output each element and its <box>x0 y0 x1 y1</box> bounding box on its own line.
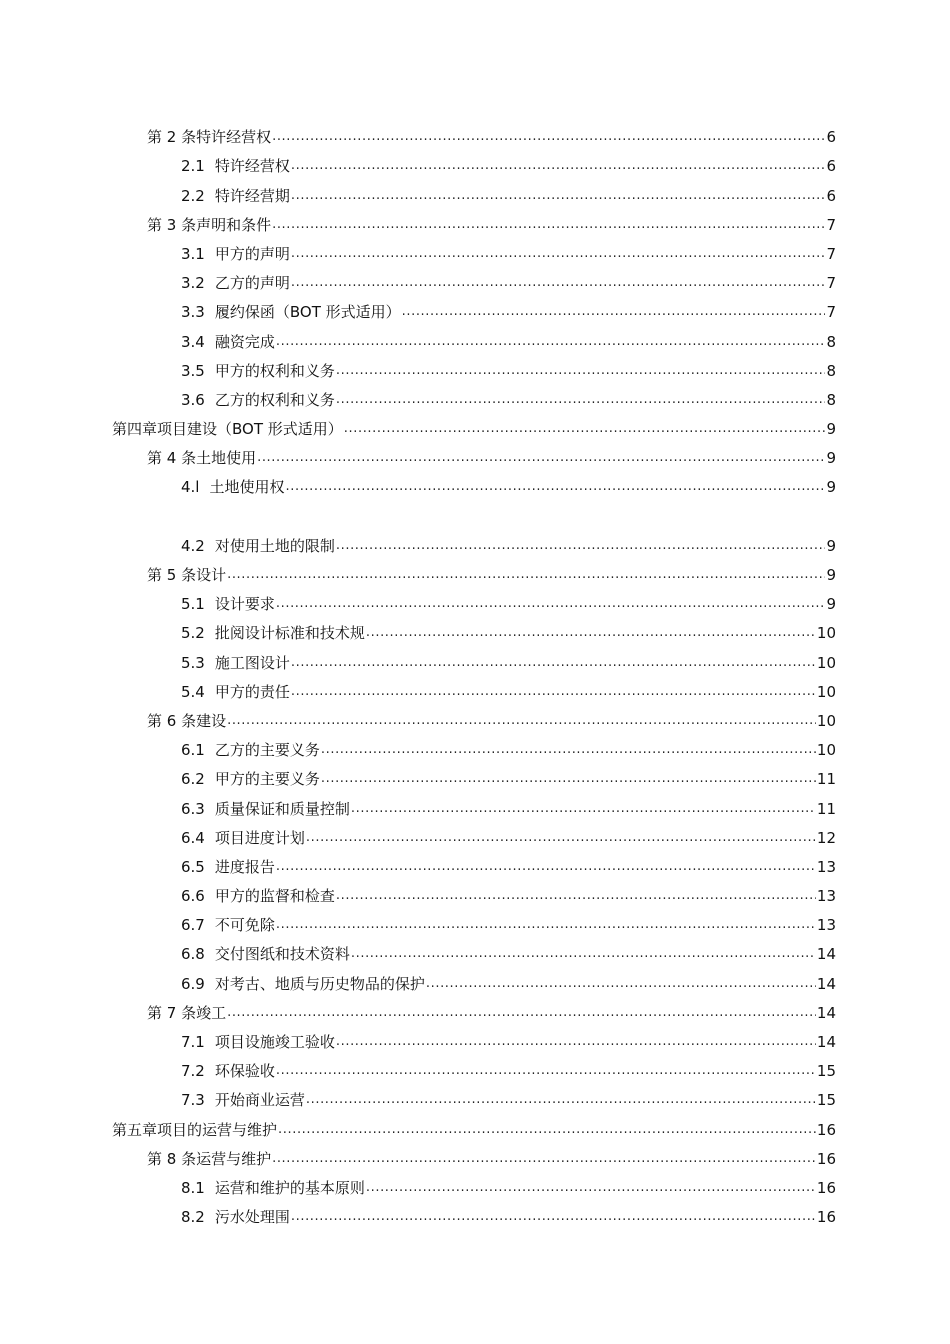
toc-entry-number: 3.4 <box>181 332 205 351</box>
toc-entry[interactable] <box>0 467 950 496</box>
toc-entry-number: 6.3 <box>181 799 205 818</box>
toc-entry-title: 融资完成 <box>214 332 275 351</box>
toc-entry[interactable] <box>0 759 950 788</box>
toc-entry-title: 项目设施竣工验收 <box>214 1033 335 1051</box>
toc-entry[interactable] <box>0 1139 950 1168</box>
toc-entry-number: 3.2 <box>181 274 205 293</box>
toc-entry-title: 乙方的声明 <box>214 274 290 293</box>
toc-dot-leader <box>366 1179 816 1197</box>
toc-entry-title: 甲方的权利和义务 <box>214 361 335 380</box>
toc-entry[interactable] <box>0 117 950 146</box>
toc-entry-page-number: 10 <box>816 653 836 672</box>
toc-entry-title: 第五章项目的运营与维护 <box>112 1120 278 1139</box>
toc-entry[interactable] <box>0 526 950 555</box>
toc-entry[interactable] <box>0 351 950 380</box>
toc-entry-page-number: 14 <box>816 1003 836 1022</box>
toc-dot-leader <box>227 1004 816 1022</box>
toc-entry-title: 第 8 条运营与维护 <box>147 1149 272 1168</box>
toc-entry-title: 施工图设计 <box>214 653 290 672</box>
toc-entry[interactable] <box>0 1022 950 1051</box>
toc-entry[interactable] <box>0 847 950 876</box>
toc-entry-number: 3.3 <box>181 303 205 322</box>
toc-dot-leader <box>336 362 826 380</box>
toc-entry[interactable] <box>0 876 950 905</box>
toc-entry-page-number: 16 <box>816 1149 836 1168</box>
toc-dot-leader <box>306 829 816 847</box>
toc-dot-leader <box>276 333 826 351</box>
toc-dot-leader <box>351 945 816 963</box>
toc-entry[interactable] <box>0 1168 950 1197</box>
toc-dot-leader <box>306 1091 816 1109</box>
toc-entry[interactable] <box>0 234 950 263</box>
toc-entry[interactable] <box>0 205 950 234</box>
toc-entry-number: 3.6 <box>181 390 205 409</box>
toc-dot-leader <box>344 420 826 438</box>
toc-entry-title: 项目进度计划 <box>214 828 305 847</box>
toc-entry-page-number: 11 <box>816 799 836 818</box>
toc-entry[interactable] <box>0 380 950 409</box>
blank-line <box>0 496 950 525</box>
toc-entry-number: 5.1 <box>181 595 205 614</box>
toc-entry[interactable] <box>0 672 950 701</box>
toc-entry-page-number: 9 <box>826 420 836 439</box>
toc-entry-page-number: 8 <box>826 332 836 351</box>
toc-entry-page-number: 9 <box>826 478 836 497</box>
toc-entry-title: 开始商业运营 <box>214 1091 305 1110</box>
toc-entry[interactable] <box>0 818 950 847</box>
toc-entry-number: 6.9 <box>181 974 205 993</box>
toc-dot-leader <box>227 712 816 730</box>
toc-entry-page-number: 13 <box>816 887 836 906</box>
toc-entry-title: 甲方的声明 <box>214 244 290 263</box>
toc-entry-page-number: 10 <box>816 624 836 643</box>
toc-dot-leader <box>336 887 816 905</box>
toc-entry-page-number: 15 <box>816 1091 836 1110</box>
toc-entry[interactable] <box>0 1051 950 1080</box>
toc-entry-number: 6.4 <box>181 828 205 847</box>
toc-entry-page-number: 16 <box>816 1120 836 1139</box>
toc-entry-page-number: 14 <box>816 945 836 964</box>
toc-entry-title: 土地使用权 <box>209 478 285 497</box>
toc-entry-number: 2.2 <box>181 186 205 205</box>
toc-entry-title: 特许经营权 <box>214 157 290 176</box>
toc-entry-page-number: 10 <box>816 711 836 730</box>
toc-entry[interactable] <box>0 409 950 438</box>
toc-entry-page-number: 11 <box>816 770 836 789</box>
toc-entry-number: 6.1 <box>181 741 205 760</box>
toc-dot-leader <box>272 1150 816 1168</box>
toc-entry-page-number: 7 <box>826 303 836 322</box>
toc-entry-number: 5.2 <box>181 624 205 643</box>
toc-entry-title: 第四章项目建设（BOT 形式适用） <box>112 420 343 439</box>
toc-entry-page-number: 9 <box>826 566 836 584</box>
toc-entry-title: 第 6 条建设 <box>147 711 227 730</box>
toc-entry[interactable] <box>0 613 950 642</box>
toc-dot-leader <box>402 303 826 321</box>
toc-entry-number: 4.2 <box>181 536 205 555</box>
toc-entry-title: 环保验收 <box>214 1062 275 1081</box>
toc-entry-number: 7.1 <box>181 1033 205 1051</box>
toc-entry-page-number: 6 <box>826 186 836 205</box>
toc-entry-page-number: 14 <box>816 974 836 993</box>
toc-entry-page-number: 8 <box>826 361 836 380</box>
toc-entry-number: 5.3 <box>181 653 205 672</box>
toc-entry[interactable] <box>0 1080 950 1109</box>
toc-entry-page-number: 7 <box>826 215 836 234</box>
toc-entry-number: 2.1 <box>181 157 205 176</box>
toc-entry-page-number: 12 <box>816 828 836 847</box>
toc-entry-number: 6.8 <box>181 945 205 964</box>
table-of-contents <box>0 117 950 1226</box>
toc-entry-number: 7.2 <box>181 1062 205 1081</box>
toc-dot-leader <box>291 245 826 263</box>
toc-entry[interactable] <box>0 584 950 613</box>
toc-entry-page-number: 9 <box>826 536 836 555</box>
toc-entry-title: 第 7 条竣工 <box>147 1003 227 1022</box>
toc-dot-leader <box>227 566 825 584</box>
toc-entry-page-number: 6 <box>826 128 836 147</box>
toc-dot-leader <box>286 478 826 496</box>
toc-entry-page-number: 14 <box>816 1033 836 1051</box>
toc-dot-leader <box>272 216 825 234</box>
toc-dot-leader <box>321 741 816 759</box>
toc-entry-page-number: 16 <box>816 1208 836 1227</box>
toc-entry-number: 7.3 <box>181 1091 205 1110</box>
toc-dot-leader <box>291 187 826 205</box>
toc-entry-page-number: 6 <box>826 157 836 176</box>
toc-entry-title: 甲方的主要义务 <box>214 770 320 789</box>
toc-entry-title: 甲方的责任 <box>214 682 290 701</box>
toc-entry[interactable] <box>0 263 950 292</box>
toc-entry[interactable] <box>0 555 950 584</box>
toc-entry[interactable] <box>0 905 950 934</box>
toc-entry-title: 特许经营期 <box>214 186 290 205</box>
toc-entry[interactable] <box>0 1109 950 1138</box>
toc-entry-number: 3.5 <box>181 361 205 380</box>
toc-entry-title: 第 2 条特许经营权 <box>147 128 272 147</box>
toc-entry[interactable] <box>0 963 950 992</box>
toc-entry-page-number: 15 <box>816 1062 836 1081</box>
toc-dot-leader <box>291 683 816 701</box>
toc-entry[interactable] <box>0 1197 950 1226</box>
toc-entry-number: 3.1 <box>181 244 205 263</box>
toc-dot-leader <box>351 800 816 818</box>
toc-dot-leader <box>257 449 825 467</box>
toc-entry[interactable] <box>0 146 950 175</box>
toc-entry-page-number: 10 <box>816 741 836 760</box>
toc-entry-page-number: 13 <box>816 857 836 876</box>
toc-entry-title: 运营和维护的基本原则 <box>214 1178 365 1197</box>
toc-entry[interactable] <box>0 788 950 817</box>
toc-entry-number: 8.2 <box>181 1208 205 1227</box>
toc-entry-title: 不可免除 <box>214 916 275 935</box>
toc-dot-leader <box>366 624 816 642</box>
toc-dot-leader <box>276 595 826 613</box>
toc-dot-leader <box>321 770 816 788</box>
toc-dot-leader <box>336 1033 816 1051</box>
toc-entry-number: 5.4 <box>181 682 205 701</box>
toc-entry[interactable] <box>0 730 950 759</box>
toc-entry-page-number: 13 <box>816 916 836 935</box>
toc-entry-title: 进度报告 <box>214 857 275 876</box>
toc-entry-title: 设计要求 <box>214 595 275 614</box>
toc-entry-page-number: 7 <box>826 274 836 293</box>
toc-entry-title: 乙方的权利和义务 <box>214 390 335 409</box>
toc-dot-leader <box>291 1208 816 1226</box>
toc-entry-title: 污水处理围 <box>214 1208 290 1227</box>
toc-dot-leader <box>276 1062 816 1080</box>
toc-entry-title: 对考古、地质与历史物品的保护 <box>214 974 425 993</box>
toc-entry-number: 6.2 <box>181 770 205 789</box>
toc-entry-number: 6.7 <box>181 916 205 935</box>
toc-dot-leader <box>336 391 826 409</box>
toc-dot-leader <box>426 975 816 993</box>
toc-entry-page-number: 16 <box>816 1178 836 1197</box>
toc-entry[interactable] <box>0 642 950 671</box>
toc-dot-leader <box>278 1121 816 1139</box>
toc-entry-title: 质量保证和质量控制 <box>214 799 350 818</box>
toc-entry-title: 第 3 条声明和条件 <box>147 215 272 234</box>
toc-entry-number: 8.1 <box>181 1178 205 1197</box>
toc-entry-title: 批阅设计标准和技术规 <box>214 624 365 643</box>
toc-entry-title: 对使用土地的限制 <box>214 536 335 555</box>
toc-dot-leader <box>291 274 826 292</box>
toc-dot-leader <box>336 537 826 555</box>
toc-entry[interactable] <box>0 292 950 321</box>
toc-entry-number: 6.5 <box>181 857 205 876</box>
toc-entry-page-number: 8 <box>826 390 836 409</box>
toc-entry[interactable] <box>0 175 950 204</box>
toc-entry-page-number: 9 <box>826 595 836 614</box>
toc-dot-leader <box>276 916 816 934</box>
toc-entry-title: 第 5 条设计 <box>147 566 227 584</box>
toc-entry[interactable] <box>0 993 950 1022</box>
toc-entry-title: 第 4 条土地使用 <box>147 449 257 468</box>
toc-entry[interactable] <box>0 321 950 350</box>
toc-dot-leader <box>291 654 816 672</box>
toc-dot-leader <box>272 128 825 146</box>
toc-entry-page-number: 10 <box>816 682 836 701</box>
toc-entry-title: 履约保函（BOT 形式适用） <box>214 303 401 322</box>
toc-entry-page-number: 9 <box>826 449 836 468</box>
toc-entry-title: 交付图纸和技术资料 <box>214 945 350 964</box>
toc-entry-number: 6.6 <box>181 887 205 906</box>
toc-entry[interactable] <box>0 438 950 467</box>
toc-dot-leader <box>291 157 826 175</box>
toc-entry-number: 4.l <box>181 478 200 497</box>
toc-entry-title: 甲方的监督和检查 <box>214 887 335 906</box>
toc-entry[interactable] <box>0 701 950 730</box>
toc-dot-leader <box>276 858 816 876</box>
toc-entry[interactable] <box>0 934 950 963</box>
toc-entry-title: 乙方的主要义务 <box>214 741 320 760</box>
toc-entry-page-number: 7 <box>826 244 836 263</box>
